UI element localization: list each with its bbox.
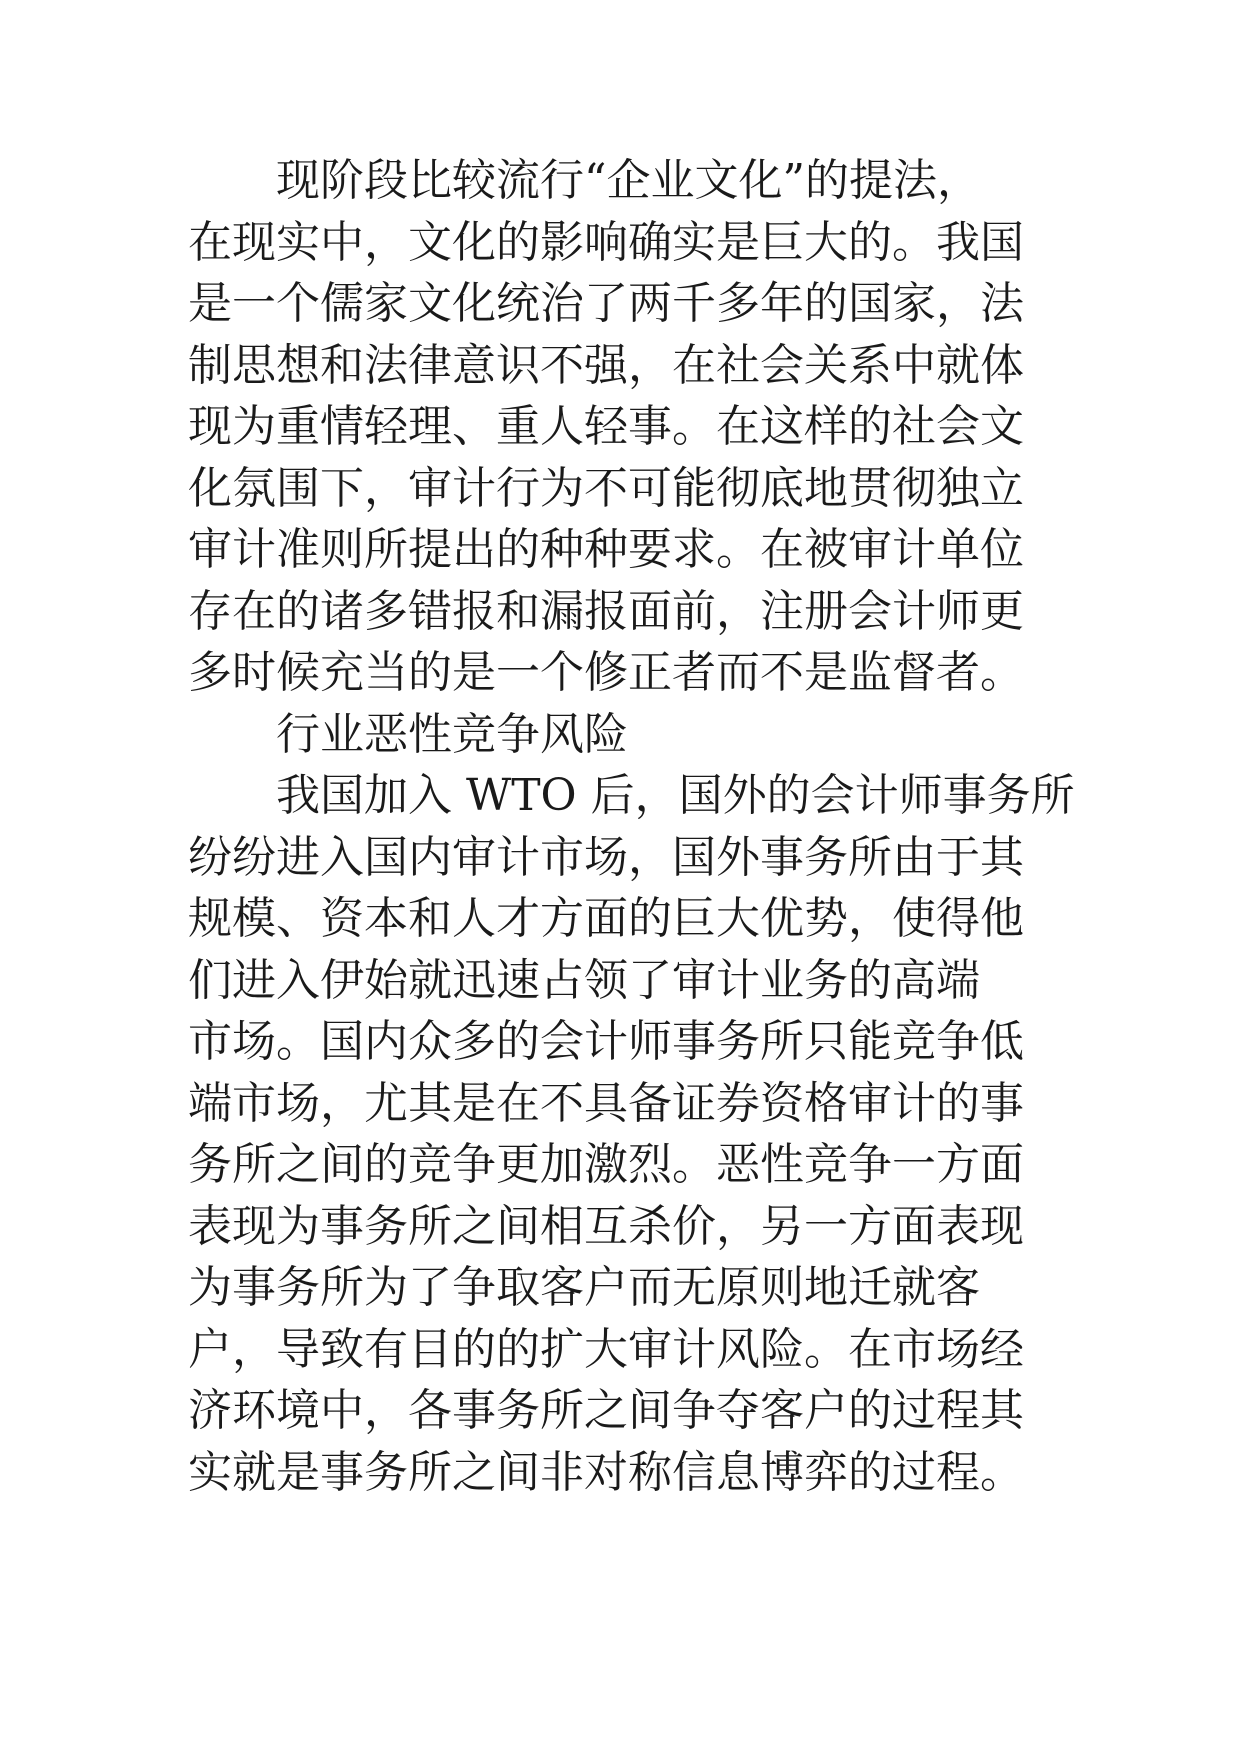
section-heading: 行业恶性竞争风险 (276, 708, 628, 760)
paragraph-line: 济环境中，各事务所之间争夺客户的过程其 (188, 1385, 1024, 1436)
paragraph-line: 是一个儒家文化统治了两千多年的国家，法 (188, 278, 1024, 329)
paragraph-line: 们进入伊始就迅速占领了审计业务的高端 (188, 954, 980, 1006)
body-text (188, 150, 1088, 1503)
paragraph-line: 实就是事务所之间非对称信息博弈的过程。 (188, 1446, 1024, 1498)
paragraph-line: 存在的诸多错报和漏报面前，注册会计师更 (188, 585, 1024, 637)
paragraph-line: 现为重情轻理、重人轻事。在这样的社会文 (188, 401, 1024, 452)
paragraph-line: 务所之间的竞争更加激烈。恶性竞争一方面 (188, 1139, 1024, 1190)
paragraph-line: 在现实中，文化的影响确实是巨大的。我国 (188, 216, 1024, 268)
paragraph-line: 我国加入 WTO 后，国外的会计师事务所 (276, 770, 1075, 821)
paragraph-line: 制思想和法律意识不强，在社会关系中就体 (188, 339, 1024, 391)
paragraph-line: 规模、资本和人才方面的巨大优势，使得他 (188, 893, 1024, 944)
paragraph-line: 多时候充当的是一个修正者而不是监督者。 (188, 647, 1024, 698)
paragraph-line: 表现为事务所之间相互杀价，另一方面表现 (188, 1200, 1024, 1252)
paragraph-line: 为事务所为了争取客户而无原则地迁就客 (188, 1262, 980, 1313)
paragraph-line: 化氛围下，审计行为不可能彻底地贯彻独立 (188, 462, 1024, 514)
paragraph-line: 纷纷进入国内审计市场，国外事务所由于其 (188, 831, 1024, 883)
paragraph-line: 审计准则所提出的种种要求。在被审计单位 (188, 524, 1024, 575)
paragraph-line: 端市场，尤其是在不具备证券资格审计的事 (188, 1077, 1024, 1129)
paragraph-line: 现阶段比较流行“企业文化”的提法， (276, 155, 981, 206)
paragraph-line: 市场。国内众多的会计师事务所只能竞争低 (188, 1016, 1024, 1067)
paragraph-line: 户，导致有目的的扩大审计风险。在市场经 (188, 1323, 1024, 1375)
